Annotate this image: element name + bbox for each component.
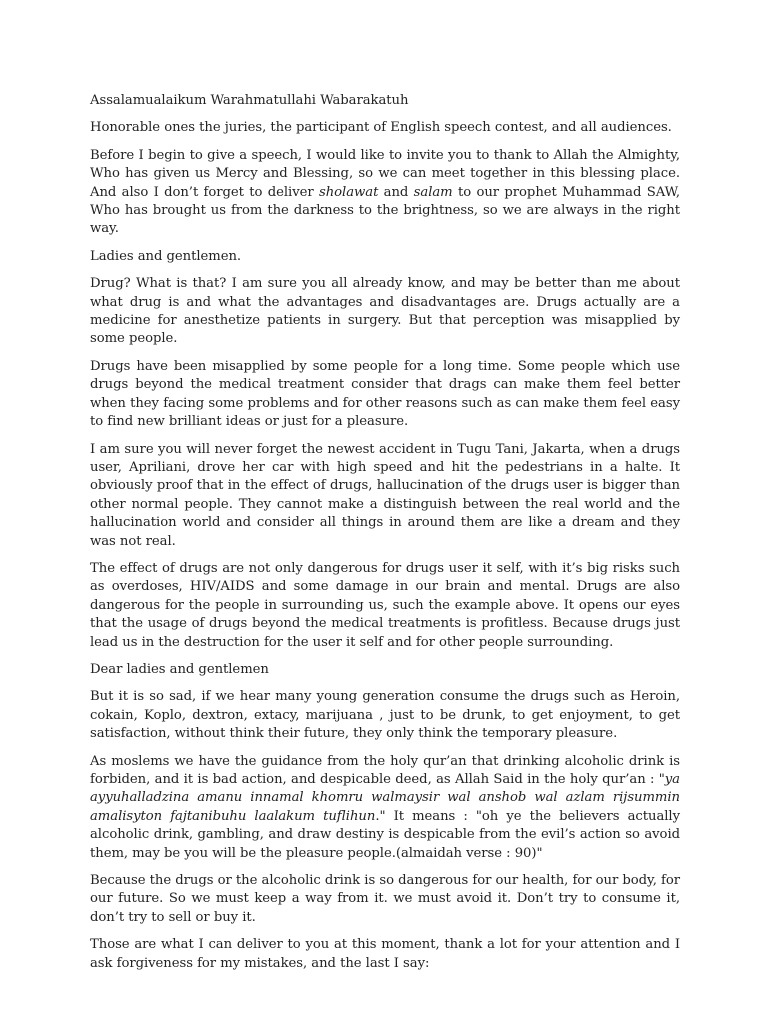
paragraph-honorable: Honorable ones the juries, the participant of English speech contest, and all audiences. xyxy=(90,120,672,136)
paragraph-misapplied: Drugs have been misapplied by some people for a long time. Some people which use drugs beyond the medical treatment consider that drags can make them feel better when they facing some problems and for other reasons such as can make them feel easy to find new brilliant ideas or just for a pleasure. xyxy=(90,358,680,430)
salutation-dear-ladies: Dear ladies and gentlemen xyxy=(90,661,269,677)
paragraph-dangerous: Because the drugs or the alcoholic drink is so dangerous for our health, for our body, for our future. So we must keep a way from it. we must avoid it. Don’t try to consume it, don’t try to sell or buy it. xyxy=(90,873,680,925)
italic-salam: salam xyxy=(413,184,453,200)
paragraph-effect: The effect of drugs are not only dangerous for drugs user it self, with it’s big risks such as overdoses, HIV/AIDS and some damage in our brain and mental. Drugs are also dangerous for the people in surrounding us, such the example above. It opens our eyes that the usage of drugs beyond the medical treatments is profitless. Because drugs just lead us in the destruction for the user it self and for other people surrounding. xyxy=(90,560,680,650)
paragraph-moslems: As moslems we have the guidance from the holy qur’an that drinking alcoholic drink is forbiden, and it is bad action, and despicable deed, as Allah Said in the holy qur’an : "ya ayyuhalladzina amanu innamal khomru walmaysir wal anshob wal azlam rijsummin amalisyton fajtanibuhu laalakum tuflihun." It means : "oh ye the believers actually alcoholic drink, gambling, and draw destiny is despicable from the evil’s action so avoid them, may be you will be the pleasure people.(almaidah verse : 90)" xyxy=(90,753,680,861)
paragraph-closing: Those are what I can deliver to you at this moment, thank a lot for your attention and I ask forgiveness for my mistakes, and the last I say: xyxy=(90,937,680,971)
paragraph-drug: Drug? What is that? I am sure you all already know, and may be better than me about what drug is and what the advantages and disadvantages are. Drugs actually are a medicine for anesthetize patients in surgery. But that perception was misapplied by some people. xyxy=(90,276,680,347)
paragraph-sad: But it is so sad, if we hear many young generation consume the drugs such as Heroin, cokain, Koplo, dextron, extacy, marijuana , just to be drunk, to get enjoyment, to get satisfaction, without think their future, they only think the temporary pleasure. xyxy=(90,689,680,742)
greeting: Assalamualaikum Warahmatullahi Wabarakatuh xyxy=(90,93,409,108)
salutation-ladies-gentlemen: Ladies and gentlemen. xyxy=(90,248,242,264)
italic-sholawat: sholawat xyxy=(318,184,379,200)
paragraph-accident: I am sure you will never forget the newest accident in Tugu Tani, Jakarta, when a drugs user, Apriliani, drove her car with high speed and hit the pedestrians in a halte. It obviously proof that in the effect of drugs, hallucination of the drugs user is bigger than other normal people. They cannot make a distinguish between the real world and the hallucination world and consider all things in around them are like a dream and they was not real. xyxy=(90,441,680,549)
italic-quran-verse: ya ayyuhalladzina amanu innamal khomru walmaysir wal anshob wal azlam rijsummin amalisyton fajtanibuhu laalakum tuflihun xyxy=(90,772,680,824)
paragraph-intro: Before I begin to give a speech, I would like to invite you to thank to Allah the Almighty, Who has given us Mercy and Blessing, so we can meet together in this blessing place. And also I don’t forget to deliver sholawat and salam to our prophet Muhammad SAW, Who has brought us from the darkness to the brightness, so we are always in the right way. xyxy=(90,147,680,237)
